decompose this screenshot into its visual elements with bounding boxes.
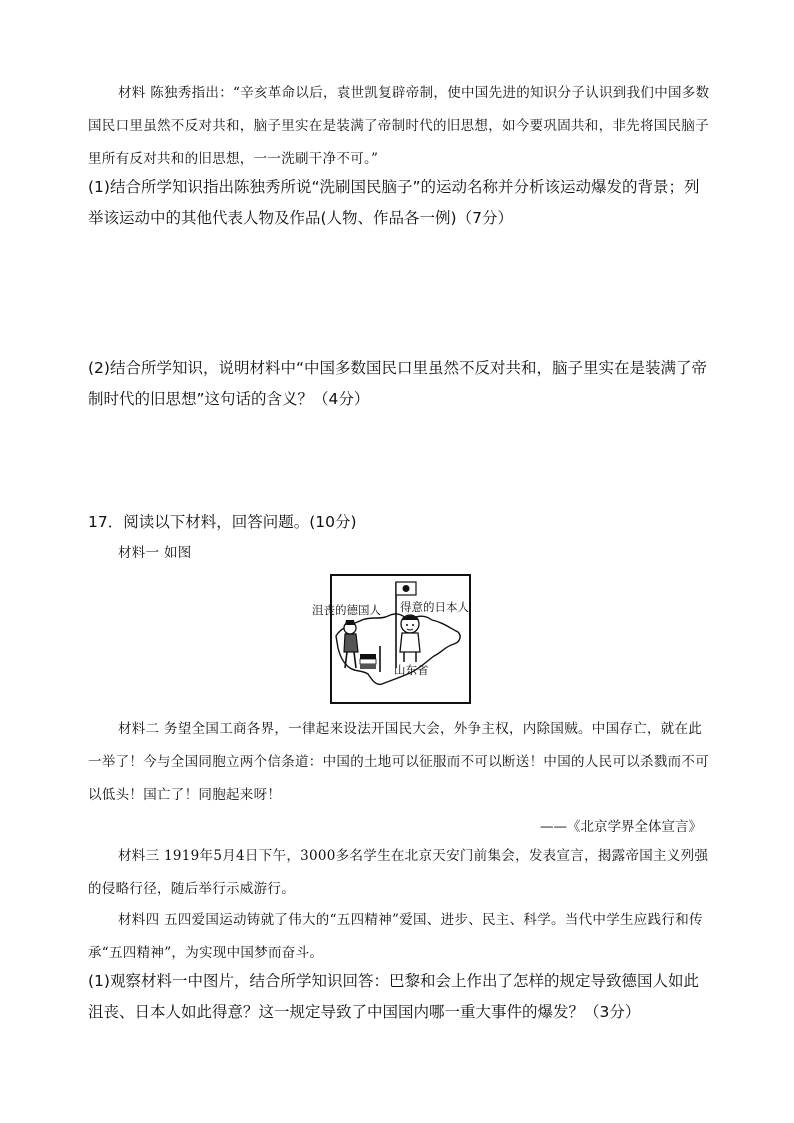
- q16-material: 材料 陈独秀指出：“辛亥革命以后，袁世凯复辟帝制，使中国先进的知识分子认识到我们中国多数国民口里虽然不反对共和，脑子里实在是装满了帝制时代的旧思想，如今要巩固共和，非先将国民脑子里所有反对共和的旧思想，一一洗刷干净不可。”: [88, 85, 710, 167]
- label-dejected-german: 沮丧的德国人: [312, 603, 381, 617]
- cartoon-figure: [312, 574, 471, 704]
- shandong-map-illustration: [332, 576, 469, 702]
- q17-material-2-source: ——《北京学界全体宣言》: [540, 819, 702, 835]
- german-figure-body: [344, 634, 358, 652]
- q16-sub-question-2: (2)结合所学知识，说明材料中“中国多数国民口里虽然不反对共和，脑子里实在是装满了帝制时代的旧思想”这句话的含义？（4分）: [88, 359, 707, 408]
- japanese-figure-body: [400, 633, 420, 652]
- q17-material-3: 材料三 1919年5月4日下午，3000多名学生在北京天安门前集会，发表宣言，揭露帝国主义列强的侵略行径，随后举行示威游行。: [88, 848, 709, 897]
- q16-sub-question-1: (1)结合所学知识指出陈独秀所说“洗刷国民脑子”的运动名称并分析该运动爆发的背景；列举该运动中的其他代表人物及作品(人物、作品各一例)（7分）: [88, 178, 700, 227]
- q17-material-4: 材料四 五四爱国运动铸就了伟大的“五四精神”爱国、进步、民主、科学。当代中学生应践行和传承“五四精神”，为实现中国梦而奋斗。: [88, 912, 703, 961]
- q17-material-1: 材料一 如图: [118, 545, 192, 561]
- label-shandong: 山东省: [394, 663, 429, 677]
- q17-sub-question-1: (1)观察材料一中图片，结合所学知识回答：巴黎和会上作出了怎样的规定导致德国人如此沮丧、日本人如此得意？这一规定导致了中国国内哪一重大事件的爆发？（3分）: [88, 972, 699, 1021]
- flag-sun: [403, 585, 410, 592]
- q17-title: 17．阅读以下材料，回答问题。(10分): [88, 513, 357, 531]
- fallen-flag-stripe: [360, 654, 376, 659]
- label-proud-japanese: 得意的日本人: [400, 600, 469, 614]
- q17-material-2: 材料二 务望全国工商各界，一律起来设法开国民大会，外争主权，内除国贼。中国存亡，就在此一举了！今与全国同胞立两个信条道：中国的土地可以征服而不可以断送！中国的人民可以杀戮而不可以低头！国亡了！同胞起来呀！: [88, 721, 709, 803]
